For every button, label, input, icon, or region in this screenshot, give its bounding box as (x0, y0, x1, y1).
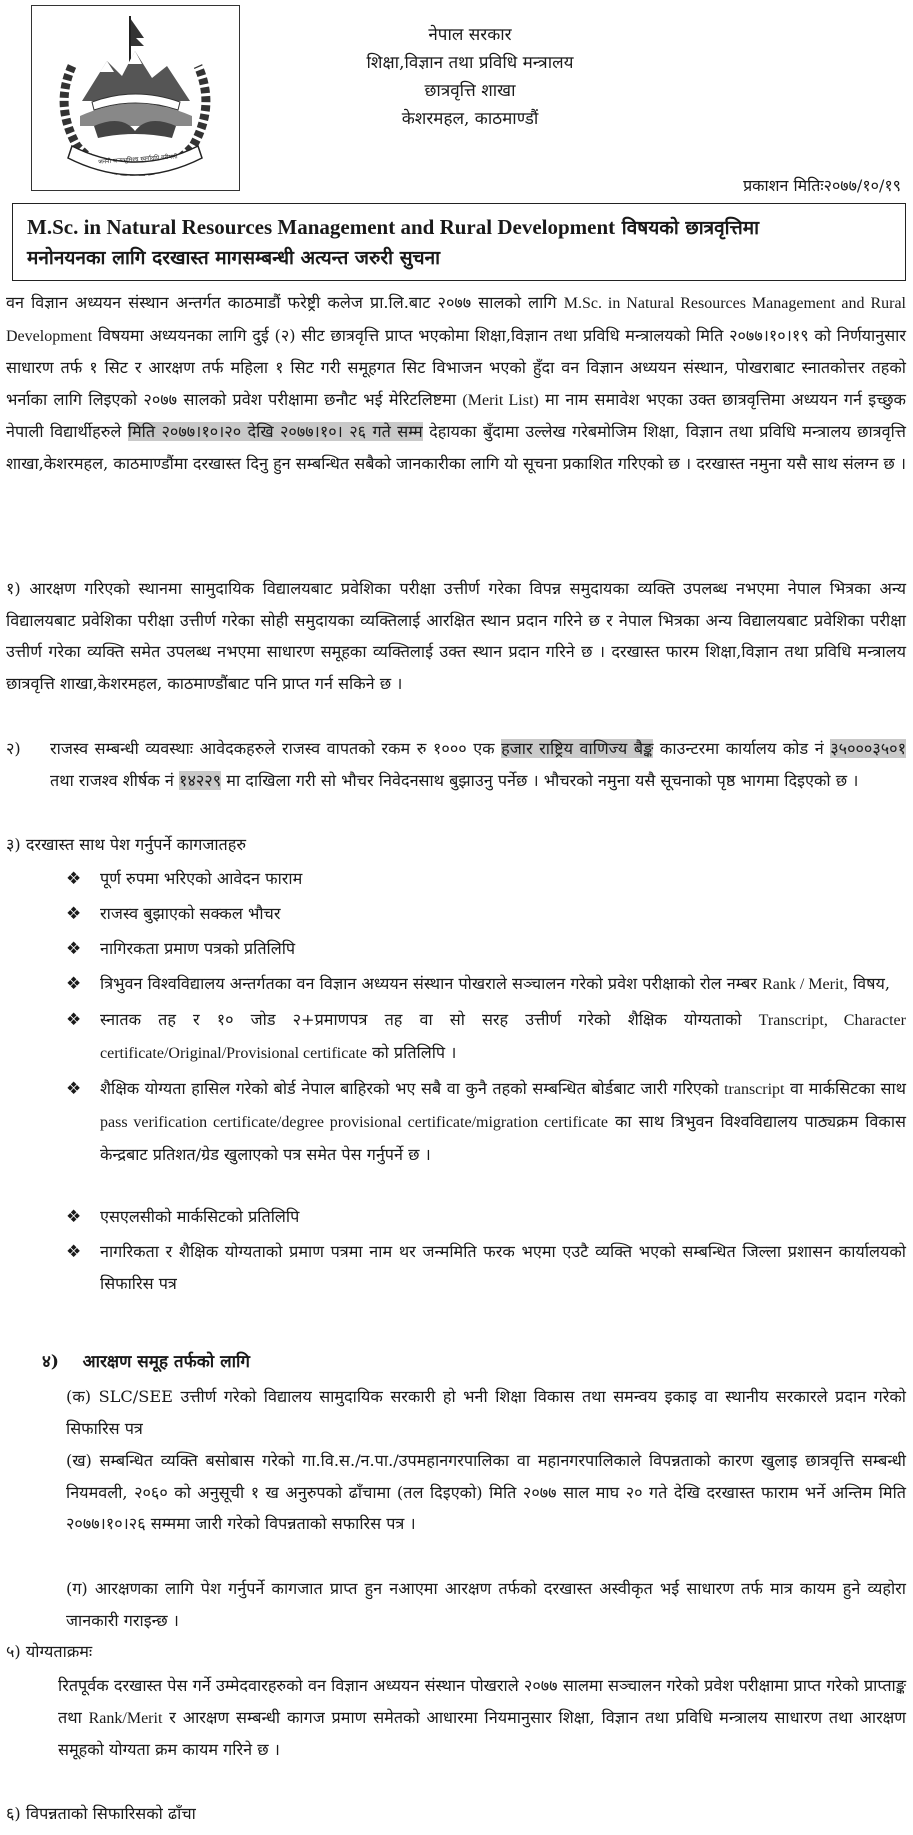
list-item (66, 968, 906, 1001)
emblem-frame (31, 5, 240, 191)
list-item (66, 933, 906, 965)
list-item (66, 863, 906, 895)
point-5-heading: ५) योग्यताक्रमः (6, 1642, 93, 1661)
list-item-text: स्नातक तह र १० जोड २+प्रमाणपत्र तह वा सो सरह उत्तीर्ण गरेको शैक्षिक योग्यताको (100, 1010, 759, 1029)
title-program-name: M.Sc. in Natural Resources Management and Rural Development (27, 215, 616, 239)
bullet-icon: ❖ (66, 1010, 82, 1030)
point-5-rank-merit: Rank/Merit (88, 1709, 163, 1727)
list-item-text: शैक्षिक योग्यता हासिल गरेको बोर्ड नेपाल बाहिरको भए सबै वा कुनै तहको सम्बन्धित बोर्डबाट जारी गरिएको (100, 1079, 725, 1098)
title-part2: मनोनयनका लागि दरखास्त मागसम्बन्धी अत्यन्त जरुरी सुचना (27, 247, 441, 269)
point-3-heading: ३) दरखास्त साथ पेश गर्नुपर्ने कागजातहरु (6, 835, 247, 854)
title-part1: विषयको छात्रवृत्तिमा (615, 217, 760, 239)
list-item (66, 1236, 906, 1300)
header-line-government: नेपाल सरकार (428, 25, 512, 45)
list-item-english: Rank / Merit, (762, 976, 848, 993)
point-5-body (58, 1670, 906, 1766)
list-item (66, 1004, 906, 1070)
point-2 (6, 733, 906, 796)
bullet-icon: ❖ (66, 869, 82, 889)
point-2-revenue-head: १४२२९ (179, 770, 222, 790)
point-2-office-code: ३५०००३५०१ (830, 739, 906, 758)
intro-program-name: M.Sc. in Natural Resources Management and Rural Development (6, 295, 907, 345)
list-item-text: राजस्व बुझाएको सक्कल भौचर (100, 904, 281, 923)
list-item-text: एसएलसीको मार्कसिटको प्रतिलिपि (100, 1207, 300, 1226)
list-item-english-2: pass verification certificate/degree provisional certificate/migration certificate (100, 1114, 608, 1131)
intro-text-3: मा नाम समावेश भएका उक्त छात्रवृत्तिमा अध्ययन गर्न इच्छुक नेपाली विद्यार्थीहरुले (6, 389, 906, 441)
point-4-heading (42, 1349, 250, 1372)
point-2-text-3: तथा राजश्व शीर्षक नं (50, 770, 180, 790)
intro-highlight-dates: मिति २०७७।१०।२० देखि २०७७।१०। २६ गते सम्म (127, 422, 423, 441)
point-4-ga: (ग) आरक्षणका लागि पेश गर्नुपर्ने कागजात प्राप्त हुन नआएमा आरक्षण तर्फको दरखास्त अस्वीकृत भई साधारण तर्फ मात्र कायम हुने व्यहोरा जानकारी गराइन्छ । (66, 1579, 906, 1630)
point-6-heading: ६) विपन्नताको सिफारिसको ढाँचा (6, 1804, 196, 1823)
intro-text-1: वन विज्ञान अध्ययन संस्थान अन्तर्गत काठमाडौं फरेष्ट्री कलेज प्रा.लि.बाट २०७७ सालको लागि (6, 293, 564, 312)
publication-date: प्रकाशन मितिः२०७७/१०/१९ (743, 176, 901, 195)
bullet-icon: ❖ (66, 1079, 82, 1099)
point-1: १) आरक्षण गरिएको स्थानमा सामुदायिक विद्यालयबाट प्रवेशिका परीक्षा उत्तीर्ण गरेका विपन्न समुदायका व्यक्ति उपलब्ध नभएमा नेपाल भित्रका अन्य विद्यालयबाट प्रवेशिका परीक्षा उत्तीर्ण गरेका सोही समुदायका व्यक्तिलाई आरक्षित स्थान प्रदान गरिने छ र नेपाल भित्रका अन्य विद्यालयबाट प्रवेशिका परीक्षा उत्तीर्ण गरेका व्यक्ति समेत उपलब्ध नभएमा साधारण समूहका व्यक्तिलाई उक्त स्थान प्रदान गरिने छ । दरखास्त फारम शिक्षा,विज्ञान तथा प्रविधि मन्त्रालय छात्रवृत्ति शाखा,केशरमहल, काठमाण्डौंबाट पनि प्राप्त गर्न सकिने छ । (6, 579, 906, 693)
bullet-icon: ❖ (66, 1242, 82, 1262)
header-line-address: केशरमहल, काठमाण्डौं (401, 109, 539, 129)
list-item (66, 1201, 906, 1233)
list-item-text: नागिरकता प्रमाण पत्रको प्रतिलिपि (100, 939, 296, 958)
point-4-title: आरक्षण समूह तर्फको लागि (82, 1352, 250, 1372)
point-5-text-2: र आरक्षण सम्बन्धी कागज प्रमाण समेतको आधारमा नियमानुसार शिक्षा, विज्ञान तथा प्रविधि मन्त्रालय साधारण तथा आरक्षण समूहको योग्यता क्रम कायम गरिने छ । (58, 1707, 906, 1759)
intro-paragraph (6, 287, 906, 479)
list-item-english: Transcript, Character certificate/Original/Provisional certificate (100, 1012, 906, 1062)
bullet-icon: ❖ (66, 939, 82, 959)
list-item-english: transcript (724, 1081, 785, 1098)
point-2-text-1: राजस्व सम्बन्धी व्यवस्थाः आवेदकहरुले राजस्व वापतको रकम रु १००० एक (50, 739, 502, 758)
point-4-kha: (ख) सम्बन्धित व्यक्ति बसोबास गरेको गा.वि.स./न.पा./उपमहानगरपालिका वा महानगरपालिकाले विपन्नताको कारण खुलाइ छात्रवृत्ति सम्बन्धी नियमवली, २०६० को अनुसूची १ ख अनुरुपको ढाँचामा (तल दिइएको) मिति २०७७ साल माघ २० गते देखि दरखास्त फाराम भर्ने अन्तिम मिति २०७७।१०।२६ सम्ममा जारी गरेको विपन्नताको सफारिस पत्र । (66, 1451, 906, 1533)
list-item-text: त्रिभुवन विश्वविद्यालय अन्तर्गतका वन विज्ञान अध्ययन संस्थान पोखराले सञ्चालन गरेको प्रवेश परीक्षाको रोल नम्बर (100, 974, 763, 993)
header-line-section: छात्रवृत्ति शाखा (424, 81, 516, 101)
list-item-text-end: का साथ त्रिभुवन विश्वविद्यालय पाठ्यक्रम विकास केन्द्रबाट प्रतिशत/ग्रेड खुलाएको पत्र समेत पेस गर्नुपर्ने छ । (100, 1112, 906, 1164)
point-2-body (50, 733, 906, 796)
point-4-ka: (क) SLC/SEE उत्तीर्ण गरेको विद्यालय सामुदायिक सरकारी हो भनी शिक्षा विकास तथा समन्वय इकाइ वा स्थानीय सरकारले प्रदान गरेको सिफारिस पत्र (66, 1387, 906, 1438)
point-2-text-4: मा दाखिला गरी सो भौचर निवेदनसाथ बुझाउनु पर्नेछ । भौचरको नमुना यसै सूचनाको पृष्ठ भागमा दिइएको छ । (221, 770, 859, 790)
list-item (66, 1073, 906, 1171)
list-item-text-end: को प्रतिलिपि । (367, 1043, 457, 1062)
intro-text-2: विषयमा अध्ययनका लागि दुई (२) सीट छात्रवृत्ति प्राप्त भएकोमा शिक्षा,विज्ञान तथा प्रविधि मन्त्रालयको मिति २०७७।१०।१९ को निर्णयानुसार साधारण तर्फ १ सिट र आरक्षण तर्फ महिला १ सिट गरी समूहगत सिट विभाजन भएको हुँदा वन विज्ञान अध्ययन संस्थान, पोखराबाट स्नातकोत्तर तहको भर्नाका लागि लिइएको २०७७ सालको प्रवेश परीक्षामा छनौट भई मेरिटलिष्टमा (6, 325, 906, 409)
emblem-motto: जननी जन्मभूमिश्च स्वर्गादपि गरीयसी (98, 153, 178, 166)
intro-merit-list: (Merit List) (462, 391, 539, 409)
point-5-text-1: रितपूर्वक दरखास्त पेस गर्ने उम्मेदवारहरुको वन विज्ञान अध्ययन संस्थान पोखराले २०७७ सालमा सञ्चालन गरेको प्रवेश परीक्षामा प्राप्त गरेको प्राप्ताङ्क तथा (58, 1676, 906, 1727)
list-item-text-end: विषय, (847, 974, 891, 993)
point-2-number: २) (6, 739, 21, 758)
list-item (66, 898, 906, 930)
point-4-number: ४) (42, 1352, 59, 1372)
list-item-text: नागरिकता र शैक्षिक योग्यताको प्रमाण पत्रमा नाम थर जन्ममिति फरक भएमा एउटै व्यक्ति भएको सम्बन्धित जिल्ला प्रशासन कार्यालयको सिफारिस पत्र (100, 1242, 906, 1293)
intro-text-4: देहायका बुँदामा उल्लेख गरेबमोजिम शिक्षा, विज्ञान तथा प्रविधि मन्त्रालय छात्रवृत्ति शाखा,केशरमहल, काठमाण्डौंमा दरखास्त दिनु हुन सम्बन्धित सबैको जानकारीका लागि यो सूचना प्रकाशित गरिएको छ । दरखास्त नमुना यसै साथ संलग्न छ । (6, 422, 906, 473)
list-item-text-mid: वा मार्कसिटका साथ (784, 1079, 906, 1098)
header-line-ministry: शिक्षा,विज्ञान तथा प्रविधि मन्त्रालय (366, 53, 574, 73)
list-item-text: पूर्ण रुपमा भरिएको आवेदन फाराम (100, 869, 303, 888)
point-2-text-2: काउन्टरमा कार्यालय कोड नं (653, 739, 831, 758)
bullet-icon: ❖ (66, 904, 82, 924)
bullet-icon: ❖ (66, 1207, 82, 1227)
point-2-bank-name: हजार राष्ट्रिय वाणिज्य बैङ्क (501, 739, 654, 758)
bullet-icon: ❖ (66, 974, 82, 994)
notice-title (12, 203, 906, 281)
documents-list (66, 863, 906, 1303)
